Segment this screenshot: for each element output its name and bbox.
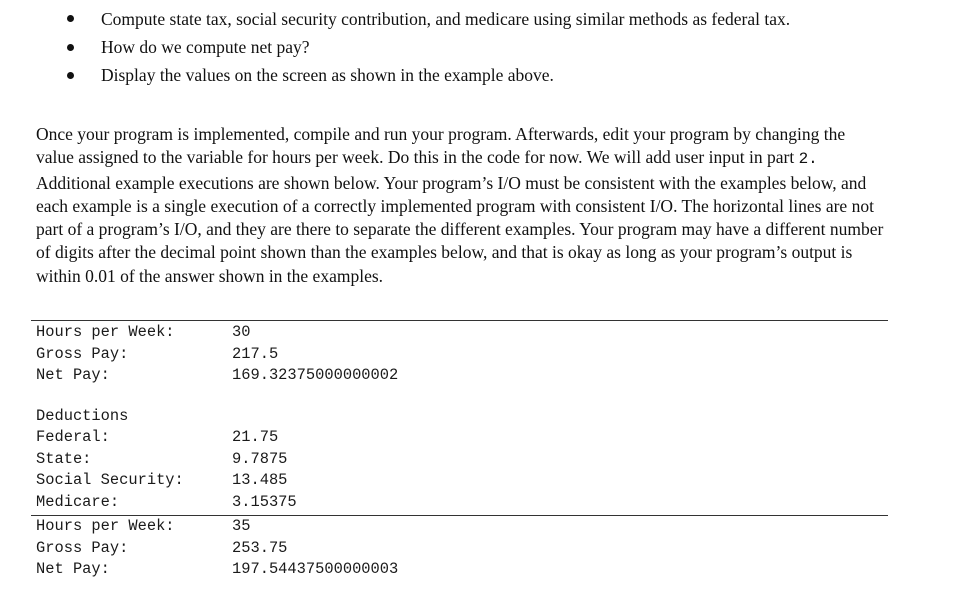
net-pay-row [36, 365, 636, 387]
social-security-label: Social Security: [36, 471, 184, 489]
federal-row [36, 427, 636, 449]
net-pay-label: Net Pay: [36, 560, 110, 578]
gross-pay-row [36, 344, 636, 366]
paragraph-text-start: Once your program is implemented, compile and run your program. Afterwards, edit your program by changing the value assigned to the variable for hours per week. Do this in the code for now. We will add user input in part [36, 124, 846, 168]
gross-pay-value: 217.5 [232, 344, 279, 363]
hours-row [36, 516, 636, 538]
hours-value: 35 [232, 517, 251, 535]
bullet-text: How do we compute net pay? [101, 37, 310, 57]
medicare-value: 3.15375 [232, 492, 297, 511]
bullet-item-display [0, 63, 861, 88]
deductions-heading-row [36, 406, 636, 428]
net-pay-label: Net Pay: [36, 366, 110, 384]
social-security-value: 13.485 [232, 471, 288, 489]
part-number-code: 2. [798, 150, 818, 169]
medicare-row [36, 492, 636, 514]
gross-pay-label: Gross Pay: [36, 344, 129, 363]
bullet-dot-icon [67, 72, 74, 79]
hours-label: Hours per Week: [36, 323, 175, 341]
state-row [36, 449, 636, 471]
instructions-paragraph [36, 123, 886, 288]
bullet-item-state-tax [0, 6, 861, 32]
federal-label: Federal: [36, 428, 110, 446]
bullet-dot-icon [67, 44, 74, 51]
federal-value: 21.75 [232, 428, 279, 446]
bullet-text: Compute state tax, social security contribution, and medicare using similar methods as federal tax. [101, 9, 791, 29]
net-pay-value: 169.32375000000002 [232, 366, 399, 384]
gross-pay-row [36, 538, 636, 560]
state-label: State: [36, 449, 92, 468]
example-output-1 [36, 322, 636, 513]
gross-pay-label: Gross Pay: [36, 538, 129, 557]
bullet-list [0, 6, 962, 91]
gross-pay-value: 253.75 [232, 538, 288, 557]
hours-label: Hours per Week: [36, 517, 175, 535]
net-pay-value: 197.54437500000003 [232, 560, 399, 578]
bullet-item-net-pay [0, 35, 861, 60]
deductions-heading: Deductions [36, 406, 129, 425]
paragraph-text-end: Additional example executions are shown below. Your program’s I/O must be consistent with the examples below, and each example is a single execution of a correctly implemented program with consistent I/O. The horizontal lines are not part of a program’s I/O, and they are there to separate the different examples. Your program may have a different number of digits after the decimal point shown than the examples below, and that is okay as long as your program’s output is within 0.01 of the answer shown in the examples. [36, 172, 884, 286]
hours-value: 30 [232, 323, 251, 341]
medicare-label: Medicare: [36, 492, 120, 511]
social-security-row [36, 470, 636, 492]
bullet-text: Display the values on the screen as shown in the example above. [101, 65, 554, 85]
hours-row [36, 322, 636, 344]
separator-line-top [31, 320, 888, 321]
state-value: 9.7875 [232, 449, 288, 468]
blank-line [36, 387, 636, 406]
example-output-2 [36, 516, 636, 581]
net-pay-row [36, 559, 636, 581]
bullet-dot-icon [67, 15, 74, 22]
